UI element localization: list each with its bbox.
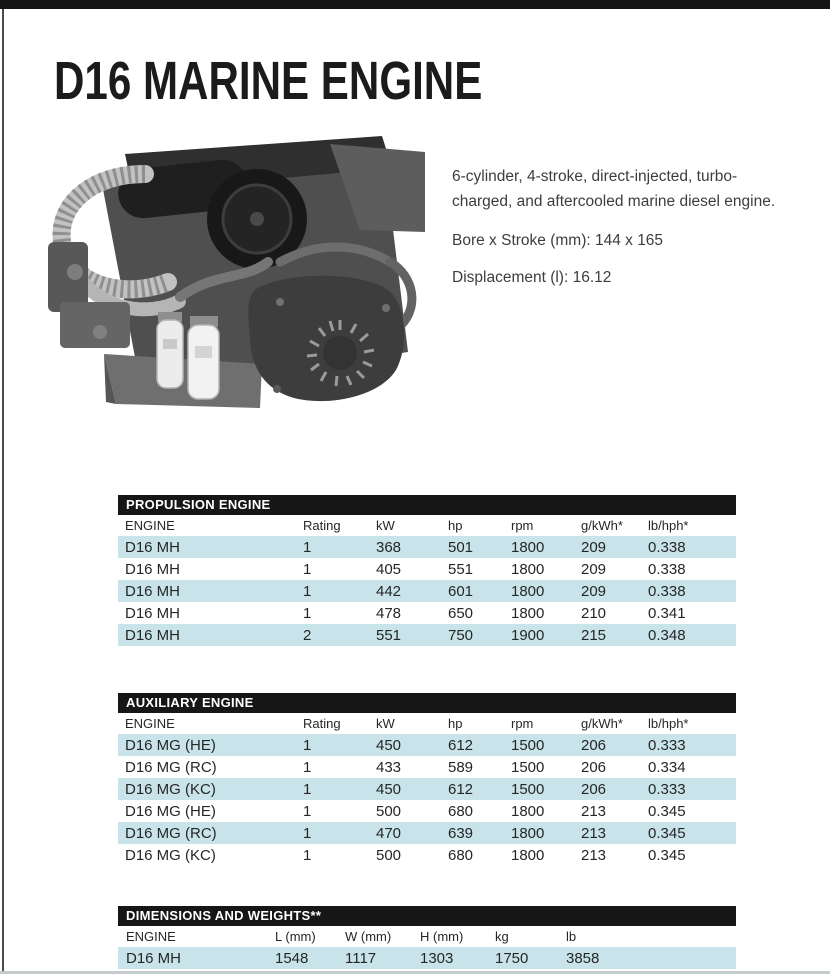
cell: 209: [581, 582, 607, 600]
dimensions-weights-table: [118, 906, 736, 969]
cell: D16 MG (HE): [125, 802, 216, 820]
table-row: [118, 558, 736, 580]
propulsion-table-title: PROPULSION ENGINE: [118, 495, 736, 515]
cell: 215: [581, 626, 607, 644]
cell: 0.345: [648, 846, 686, 864]
column-header: lb/hph*: [648, 716, 689, 731]
table-row: [118, 536, 736, 558]
column-header: rpm: [511, 518, 534, 533]
cell: 1: [303, 538, 312, 556]
cell: 0.338: [648, 582, 686, 600]
cell: 1: [303, 846, 312, 864]
cell: 551: [448, 560, 474, 578]
cell: 1800: [511, 604, 545, 622]
cell: D16 MH: [125, 582, 181, 600]
table-row: [118, 580, 736, 602]
cell: 612: [448, 736, 474, 754]
cell: 0.348: [648, 626, 686, 644]
cell: D16 MH: [125, 560, 181, 578]
page-bottom-edge: [0, 971, 830, 974]
table-row: [118, 947, 736, 969]
cell: 442: [376, 582, 402, 600]
column-header: g/kWh*: [581, 518, 623, 533]
cell: D16 MG (RC): [125, 758, 217, 776]
description-text: 6-cylinder, 4-stroke, direct-injected, turbo-charged, and aftercooled marine diesel engine.: [452, 168, 776, 210]
cell: 680: [448, 846, 474, 864]
cell: 500: [376, 802, 402, 820]
cell: D16 MG (HE): [125, 736, 216, 754]
column-header: hp: [448, 716, 463, 731]
cell: D16 MH: [126, 949, 182, 967]
cell: 1548: [275, 949, 309, 967]
page-title: D16 MARINE ENGINE: [54, 51, 483, 112]
cell: 1500: [511, 780, 545, 798]
cell: 3858: [566, 949, 600, 967]
top-black-bar: [0, 0, 830, 9]
cell: 0.333: [648, 736, 686, 754]
column-header: W (mm): [345, 929, 392, 944]
column-header: hp: [448, 518, 463, 533]
cell: 206: [581, 736, 607, 754]
auxiliary-header-row: [118, 713, 736, 734]
cell: D16 MG (RC): [125, 824, 217, 842]
cell: 612: [448, 780, 474, 798]
displacement-text: Displacement (l): 16.12: [452, 269, 612, 286]
cell: 2: [303, 626, 312, 644]
column-header: lb: [566, 929, 577, 944]
cell: 209: [581, 538, 607, 556]
cell: 0.334: [648, 758, 686, 776]
cell: D16 MH: [125, 538, 181, 556]
dimensions-header-row: [118, 926, 736, 947]
cell: 1: [303, 604, 312, 622]
propulsion-header-row: [118, 515, 736, 536]
cell: 213: [581, 846, 607, 864]
cell: 210: [581, 604, 607, 622]
cell: 433: [376, 758, 402, 776]
table-row: [118, 800, 736, 822]
cell: 750: [448, 626, 474, 644]
column-header: kW: [376, 716, 395, 731]
cell: 680: [448, 802, 474, 820]
cell: 450: [376, 780, 402, 798]
cell: 1303: [420, 949, 454, 967]
cell: 1800: [511, 538, 545, 556]
column-header: H (mm): [420, 929, 464, 944]
cell: 639: [448, 824, 474, 842]
cell: 1: [303, 582, 312, 600]
cell: 0.341: [648, 604, 686, 622]
engine-description: [452, 164, 786, 290]
column-header: kW: [376, 518, 395, 533]
cell: 1: [303, 560, 312, 578]
auxiliary-table-title: AUXILIARY ENGINE: [118, 693, 736, 713]
cell: 206: [581, 758, 607, 776]
cell: 1: [303, 802, 312, 820]
cell: 1800: [511, 560, 545, 578]
table-row: [118, 778, 736, 800]
column-header: ENGINE: [125, 518, 175, 533]
bore-stroke-text: Bore x Stroke (mm): 144 x 165: [452, 232, 664, 249]
propulsion-table-body: [118, 536, 736, 646]
cell: 1: [303, 780, 312, 798]
table-row: [118, 602, 736, 624]
column-header: g/kWh*: [581, 716, 623, 731]
cell: 1117: [345, 949, 377, 967]
cell: 589: [448, 758, 474, 776]
column-header: Rating: [303, 716, 341, 731]
cell: D16 MH: [125, 626, 181, 644]
table-row: [118, 756, 736, 778]
cell: 551: [376, 626, 402, 644]
column-header: kg: [495, 929, 509, 944]
cell: 206: [581, 780, 607, 798]
cell: 1: [303, 758, 312, 776]
cell: 405: [376, 560, 402, 578]
column-header: ENGINE: [126, 929, 176, 944]
table-row: [118, 844, 736, 866]
auxiliary-table-body: [118, 734, 736, 866]
cell: 1900: [511, 626, 545, 644]
column-header: L (mm): [275, 929, 316, 944]
column-header: Rating: [303, 518, 341, 533]
cell: D16 MG (KC): [125, 846, 216, 864]
cell: 213: [581, 824, 607, 842]
propulsion-engine-table: [118, 495, 736, 646]
cell: 500: [376, 846, 402, 864]
auxiliary-engine-table: [118, 693, 736, 866]
cell: 1500: [511, 736, 545, 754]
cell: 0.345: [648, 802, 686, 820]
cell: 650: [448, 604, 474, 622]
engine-photo: [30, 112, 450, 430]
page-left-edge: [2, 9, 4, 971]
cell: 601: [448, 582, 474, 600]
cell: 1750: [495, 949, 529, 967]
cell: 0.338: [648, 538, 686, 556]
cell: 0.333: [648, 780, 686, 798]
cell: 1500: [511, 758, 545, 776]
cell: 213: [581, 802, 607, 820]
cell: 501: [448, 538, 474, 556]
table-row: [118, 624, 736, 646]
cell: 1800: [511, 582, 545, 600]
dimensions-table-title: DIMENSIONS AND WEIGHTS**: [118, 906, 736, 926]
cell: 478: [376, 604, 402, 622]
cell: 450: [376, 736, 402, 754]
cell: 1: [303, 736, 312, 754]
dimensions-table-body: [118, 947, 736, 969]
cell: 1800: [511, 802, 545, 820]
table-row: [118, 734, 736, 756]
column-header: lb/hph*: [648, 518, 689, 533]
column-header: ENGINE: [125, 716, 175, 731]
cell: D16 MG (KC): [125, 780, 216, 798]
cell: 1800: [511, 824, 545, 842]
column-header: rpm: [511, 716, 534, 731]
cell: 1: [303, 824, 312, 842]
cell: 1800: [511, 846, 545, 864]
cell: 0.345: [648, 824, 686, 842]
cell: 368: [376, 538, 402, 556]
table-row: [118, 822, 736, 844]
cell: 209: [581, 560, 607, 578]
cell: 470: [376, 824, 402, 842]
cell: D16 MH: [125, 604, 181, 622]
cell: 0.338: [648, 560, 686, 578]
